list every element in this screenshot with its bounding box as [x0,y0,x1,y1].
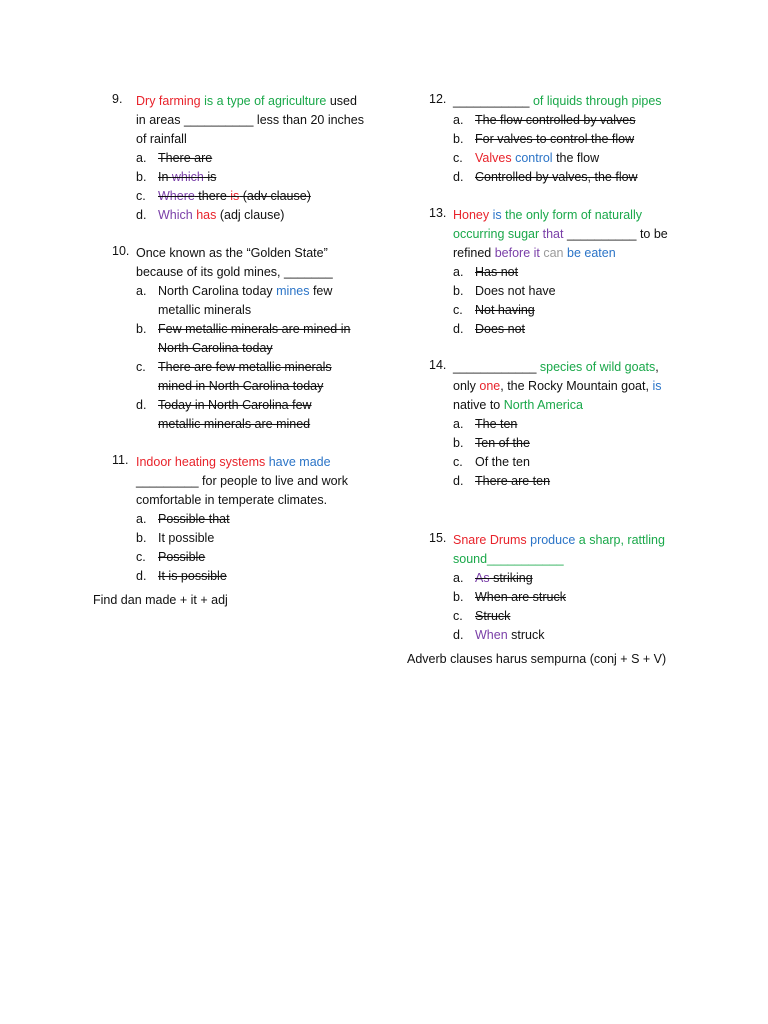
question-number: 12. [429,92,447,106]
option-a: a. There are [136,151,213,165]
question-11 [112,453,362,586]
option-c: c. Valves control the flow [453,151,600,165]
note-left: Find dan made + it + adj [93,593,228,607]
option-b: b. It possible [136,531,215,545]
option-b: b. Few metallic minerals are mined in North Carolina today [136,322,351,355]
option-a: a. Has not [453,265,519,279]
option-d: d. Controlled by valves, the flow [453,170,638,184]
question-12 [429,92,679,187]
question-text-line: sound___________ [453,552,564,566]
question-text-line: ____________ species of wild goats, [453,360,659,374]
option-b: b. In which is [136,170,217,184]
question-text-line: Once known as the “Golden State” [136,246,328,260]
question-text-line: Honey is the only form of naturally [453,208,642,222]
question-15 [429,531,679,645]
question-number: 9. [112,92,123,106]
question-text-line: native to North America [453,398,583,412]
option-c: c. Not having [453,303,535,317]
option-c: c. There are few metallic minerals mined in North Carolina today [136,360,332,393]
question-number: 11. [112,453,129,467]
option-d: d. Which has (adj clause) [136,208,285,222]
question-text-line: in areas __________ less than 20 inches [136,113,364,127]
option-a: a. The flow controlled by valves [453,113,636,127]
question-text-line: occurring sugar that __________ to be [453,227,668,241]
option-d: d. It is possible [136,569,227,583]
option-b: b. Ten of the [453,436,530,450]
option-c: c. Struck [453,609,511,623]
question-text-line: because of its gold mines, _______ [136,265,333,279]
option-a: a. As striking [453,571,533,585]
option-c: c. Where there is (adv clause) [136,189,311,203]
question-text-line: of rainfall [136,132,187,146]
option-d: d. Today in North Carolina few metallic minerals are mined [136,398,312,431]
option-a: a. The ten [453,417,518,431]
question-text-line: Indoor heating systems have made [136,455,331,469]
question-number: 13. [429,206,447,220]
option-b: b. Does not have [453,284,556,298]
option-b: b. When are struck [453,590,567,604]
option-c: c. Possible [136,550,206,564]
option-d: d. There are ten [453,474,551,488]
question-number: 10. [112,244,130,258]
option-d: d. Does not [453,322,526,336]
question-text-line: Snare Drums produce a sharp, rattling [453,533,665,547]
option-b: b. For valves to control the flow [453,132,635,146]
question-text-line: refined before it can be eaten [453,246,616,260]
question-13 [429,206,679,339]
note-right: Adverb clauses harus sempurna (conj + S + V) [407,652,667,666]
question-text-line: ___________ of liquids through pipes [453,94,662,108]
option-d: d. When struck [453,628,545,642]
question-number: 14. [429,358,447,372]
question-number: 15. [429,531,447,545]
right-column [429,92,679,645]
option-c: c. Of the ten [453,455,530,469]
question-text-line: only one, the Rocky Mountain goat, is [453,379,662,393]
question-10 [112,244,362,434]
question-14 [429,358,679,491]
question-text-line: Dry farming is a type of agriculture used [136,94,357,108]
question-9 [112,92,362,225]
option-a: a. Possible that [136,512,230,526]
left-column [112,92,362,586]
question-text-line: comfortable in temperate climates. [136,493,328,507]
question-text-line: _________ for people to live and work [136,474,348,488]
option-a: a. North Carolina today mines few metallic minerals [136,284,333,317]
